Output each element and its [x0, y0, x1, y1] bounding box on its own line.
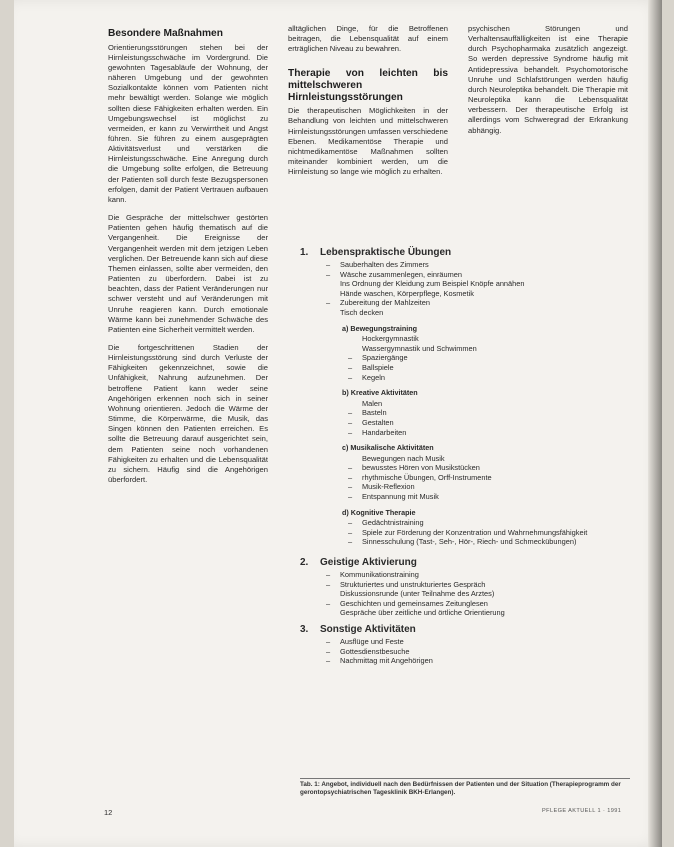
section-title: Geistige Aktivierung [320, 557, 417, 569]
subsection-title: c) Musikalische Aktivitäten [342, 443, 434, 453]
dash-bullet: – [348, 353, 353, 363]
section-heading-besondere-massnahmen: Besondere Maßnahmen [108, 28, 223, 39]
list-item-text: Ballspiele [362, 362, 394, 372]
list-item-continuation: Ins Ordnung der Kleidung zum Beispiel Knöpfe annähen [340, 279, 525, 289]
dash-bullet: – [348, 417, 353, 427]
dash-bullet: – [326, 260, 331, 269]
list-item-text: Musik-Reflexion [362, 482, 415, 492]
dash-bullet: – [326, 656, 331, 666]
table-section [300, 247, 642, 551]
list-item [348, 473, 642, 483]
list-item [326, 298, 642, 308]
list-item-text: Handarbeiten [362, 427, 407, 437]
section-number: 2. [300, 557, 309, 569]
list-item [326, 260, 642, 270]
list-item-text: rhythmische Übungen, Orff-Instrumente [362, 472, 492, 482]
list-item-text: Kegeln [362, 372, 386, 382]
list-item-text: Nachmittag mit Angehörigen [340, 656, 433, 666]
section-number: 1. [300, 247, 309, 258]
list-item [326, 599, 642, 609]
section-body [320, 624, 642, 666]
dash-bullet: – [326, 570, 331, 580]
list-item-continuation: Gespräche über zeitliche und örtliche Orientierung [340, 608, 505, 618]
subsection-title: b) Kreative Aktivitäten [342, 388, 418, 398]
list-item-text: Spaziergänge [362, 353, 408, 363]
section-title: Lebenspraktische Übungen [320, 247, 452, 258]
dash-bullet: – [326, 598, 331, 608]
list-item [348, 408, 642, 418]
paragraph: Die Gespräche der mittelschwer gestörten Patienten gehen häufig thematisch auf die Vergangenheit. Die Ereignisse der Vergangenheit werden mit dem jetzigen Leben verglichen. Der Betreuende kann sich auf diese Themen einlassen, sollte aber vermeiden, den Patienten zu überfordern. Dabei ist zu beachten, dass der Patient Veränderungen nur schwer versteht und auf Veränderungen mit Unruhe reagieren kann. Durch emotionale Wärme kann bei zunehmender Schwäche des Patienten eine Sicherheit vermittelt werden. [108, 213, 268, 334]
dash-bullet: – [326, 269, 331, 279]
list-item [326, 570, 642, 580]
list-item [348, 363, 642, 373]
list-item [348, 528, 642, 538]
subsection-title: a) Bewegungstraining [342, 323, 418, 333]
list-item-text: Sauberhalten des Zimmers [340, 260, 429, 269]
table-section [300, 624, 642, 666]
list-item [326, 580, 642, 590]
list-item [326, 637, 642, 647]
dash-bullet: – [326, 298, 331, 308]
section-body [320, 557, 642, 618]
subsection-line: Malen [362, 398, 383, 408]
table-subsection [342, 508, 642, 547]
subsection-line: Hockergymnastik [362, 334, 419, 344]
paragraph: alltäglichen Dinge, für die Betroffenen beitragen, die Lebensqualität auf einem erträglichen Niveau zu bewahren. [288, 24, 448, 54]
dash-bullet: – [348, 527, 353, 537]
list-item-text: Ausflüge und Feste [340, 637, 404, 646]
table-content [300, 247, 642, 666]
paragraph: psychischen Störungen und Verhaltensauffälligkeiten ist eine Therapie durch Psychopharmaka zusätzlich angezeigt. So werden depressive Syndrome häufig mit Antidepressiva behandelt. Psychomotorische Unruhe und Schlafstörungen werden häufig durch Neuroleptika behandelt. Die Therapie mit Neuroleptika kann die Lebensqualität verbessern. Der therapeutische Erfolg ist allerdings vom Schweregrad der Erkrankung abhängig. [468, 24, 628, 135]
dash-bullet: – [348, 427, 353, 437]
list-item [348, 482, 642, 492]
list-item-text: Kommunikationstraining [340, 570, 419, 580]
dash-bullet: – [348, 463, 353, 473]
list-item [326, 270, 642, 280]
section-number: 3. [300, 624, 309, 635]
dash-bullet: – [326, 637, 331, 646]
dash-bullet: – [326, 646, 331, 656]
table-subsection [342, 443, 642, 502]
list-item-continuation: Hände waschen, Körperpflege, Kosmetik [340, 288, 474, 298]
subsection-line: Wassergymnastik und Schwimmen [362, 343, 477, 353]
paragraph: Orientierungsstörungen stehen bei der Hirnleistungsschwäche im Vordergrund. Die gewohnten Tagesabläufe der Wohnung, der näheren Umgebung und der gewohnten Sozialkontakte können vom Patienten nicht mehr bewältigt werden. Solange wie möglich sollten diese Fähigkeiten erhalten werden. Ein Umgebungswechsel ist möglichst zu vermeiden, er kann zu Verwirrtheit und Angst führen. Sie führen zu einem ausgeprägten Aktivitätsverlust und verstärken die Hirnleistungsschwäche. Eine Anregung durch die Umgebung sollte erfolgen, die Betreuung der Patienten soll durch feste Bezugspersonen erfolgen, damit der Patient Vertrauen aufbauen kann. [108, 42, 268, 204]
dash-bullet: – [348, 362, 353, 372]
page-number: 12 [104, 808, 113, 817]
list-item-continuation: Tisch decken [340, 307, 384, 317]
list-item [348, 463, 642, 473]
list-item-text: Spiele zur Förderung der Konzentration und Wahrnehmungsfähigkeit [362, 527, 588, 537]
dash-bullet: – [348, 537, 353, 547]
subsection-title: d) Kognitive Therapie [342, 507, 416, 517]
list-item-text: Strukturiertes und unstrukturiertes Gespräch [340, 579, 486, 589]
therapy-table [300, 247, 642, 776]
list-item-text: Sinnesschulung (Tast-, Seh-, Hör-, Riech- und Schmeckübungen) [362, 537, 577, 547]
table-caption: Tab. 1: Angebot, individuell nach den Bedürfnissen der Patienten und der Situation (Therapieprogramm der gerontopsychiatrischen Tagesklinik BKH-Erlangen). [300, 778, 630, 798]
list-item [348, 518, 642, 528]
column-middle [288, 24, 448, 185]
list-item-text: Entspannung mit Musik [362, 492, 439, 502]
list-item [348, 373, 642, 383]
dash-bullet: – [348, 518, 353, 528]
page-edge-shadow [648, 0, 662, 847]
table-section [300, 557, 642, 618]
subsection-line: Bewegungen nach Musik [362, 453, 445, 463]
list-item-text: Geschichten und gemeinsames Zeitunglesen [340, 598, 488, 608]
list-item-text: bewusstes Hören von Musikstücken [362, 463, 480, 473]
dash-bullet: – [348, 492, 353, 502]
list-item-text: Zubereitung der Mahlzeiten [340, 298, 430, 308]
list-item [348, 353, 642, 363]
dash-bullet: – [348, 372, 353, 382]
dash-bullet: – [348, 482, 353, 492]
table-subsection [342, 324, 642, 383]
list-item-continuation: Diskussionsrunde (unter Teilnahme des Arztes) [340, 589, 495, 599]
list-item [326, 647, 642, 657]
section-heading-therapie: Therapie von leichten bis mittelschweren Hirnleistungsstörungen [288, 68, 448, 103]
dash-bullet: – [348, 472, 353, 482]
list-item [348, 418, 642, 428]
section-title: Sonstige Aktivitäten [320, 624, 416, 635]
list-item [348, 428, 642, 438]
column-right [468, 24, 628, 144]
dash-bullet: – [348, 408, 353, 418]
paragraph: Die therapeutischen Möglichkeiten in der Behandlung von leichten und mittelschweren Hirnleistungsstörungen umfassen verschiedene Ebenen. Medikamentöse Therapie und nichtmedikamentöse Maßnahmen sollten miteinander kombiniert werden, um die Hirnleistung so lange wie möglich zu erhalten. [288, 106, 448, 177]
list-item [326, 656, 642, 666]
list-item-text: Gedächtnistraining [362, 518, 424, 528]
section-body [320, 247, 642, 551]
column-left [108, 28, 268, 493]
list-item-text: Gestalten [362, 417, 394, 427]
journal-footer: PFLEGE AKTUELL 1 · 1991 [542, 808, 622, 814]
list-item [348, 492, 642, 502]
document-page [14, 0, 662, 847]
list-item-text: Gottesdienstbesuche [340, 646, 410, 656]
paragraph: Die fortgeschrittenen Stadien der Hirnleistungsstörung sind durch Verluste der Fähigkeiten gekennzeichnet, sowie die Unfähigkeit, Nahrung aufzunehmen. Der betroffene Patient kann weder seine Angehörigen erkennen noch sich in seiner Wohnung orientieren. Jedoch die Wärme der Stimme, die Körperwärme, die Musik, das Singen können den Patienten erreichen. Es sollte die Betreuung darauf ausgerichtet sein, dem Patienten seine noch vorhandenen Fähigkeiten zu erhalten und die Lebensqualität zu sichern. Häufig sind die Angehörigen überfordert. [108, 342, 268, 484]
dash-bullet: – [326, 579, 331, 589]
list-item-text: Wäsche zusammenlegen, einräumen [340, 269, 463, 279]
list-item [348, 537, 642, 547]
list-item-text: Basteln [362, 408, 387, 418]
table-subsection [342, 388, 642, 437]
